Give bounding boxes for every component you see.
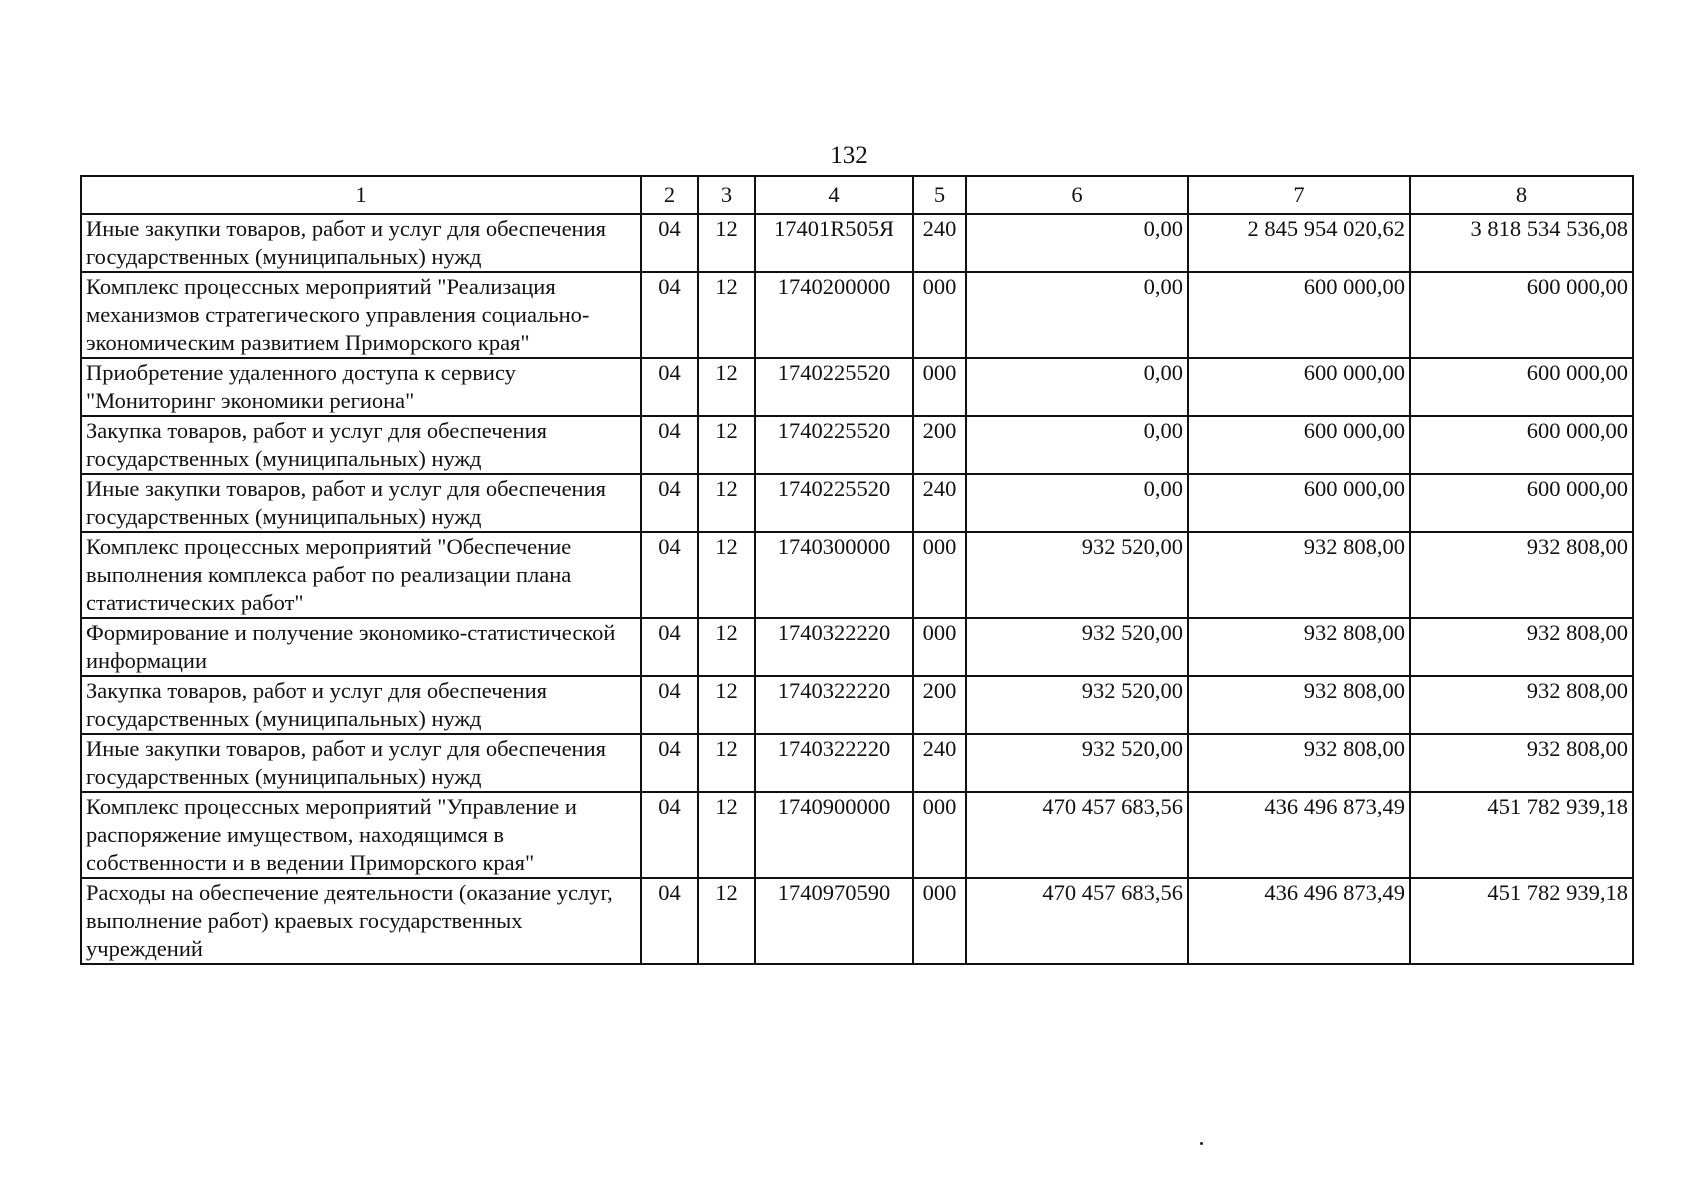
subsection-code-cell: 12 — [698, 676, 755, 734]
target-article-cell: 1740322220 — [755, 676, 913, 734]
subsection-code-cell: 12 — [698, 734, 755, 792]
page-number: 132 — [830, 142, 868, 169]
row-name-cell: Иные закупки товаров, работ и услуг для обеспечения государственных (муниципальных) нужд — [81, 474, 641, 532]
expense-type-cell: 240 — [913, 734, 966, 792]
row-name-cell: Расходы на обеспечение деятельности (оказание услуг, выполнение работ) краевых государственных учреждений — [81, 878, 641, 964]
amount-col8-cell: 451 782 939,18 — [1410, 792, 1633, 878]
amount-col8-cell: 3 818 534 536,08 — [1410, 214, 1633, 272]
amount-col6-cell: 470 457 683,56 — [966, 878, 1188, 964]
section-code-cell: 04 — [641, 618, 698, 676]
target-article-cell: 1740225520 — [755, 358, 913, 416]
scan-dot — [1200, 1142, 1203, 1145]
table-row — [81, 878, 1633, 964]
section-code-cell: 04 — [641, 734, 698, 792]
target-article-cell: 1740322220 — [755, 618, 913, 676]
amount-col6-cell: 932 520,00 — [966, 532, 1188, 618]
header-cell: 8 — [1410, 176, 1633, 214]
table-row — [81, 272, 1633, 358]
expense-type-cell: 200 — [913, 676, 966, 734]
target-article-cell: 1740225520 — [755, 474, 913, 532]
subsection-code-cell: 12 — [698, 532, 755, 618]
amount-col6-cell: 932 520,00 — [966, 734, 1188, 792]
amount-col7-cell: 436 496 873,49 — [1188, 792, 1410, 878]
row-name-cell: Комплекс процессных мероприятий "Реализация механизмов стратегического управления социально-экономическим развитием Приморского края" — [81, 272, 641, 358]
table-row — [81, 416, 1633, 474]
amount-col6-cell: 0,00 — [966, 358, 1188, 416]
target-article-cell: 1740200000 — [755, 272, 913, 358]
amount-col7-cell: 2 845 954 020,62 — [1188, 214, 1410, 272]
target-article-cell: 1740900000 — [755, 792, 913, 878]
expense-type-cell: 240 — [913, 474, 966, 532]
amount-col6-cell: 0,00 — [966, 416, 1188, 474]
expense-type-cell: 000 — [913, 618, 966, 676]
subsection-code-cell: 12 — [698, 618, 755, 676]
amount-col7-cell: 600 000,00 — [1188, 474, 1410, 532]
target-article-cell: 1740970590 — [755, 878, 913, 964]
amount-col6-cell: 932 520,00 — [966, 676, 1188, 734]
amount-col7-cell: 436 496 873,49 — [1188, 878, 1410, 964]
amount-col8-cell: 600 000,00 — [1410, 416, 1633, 474]
amount-col7-cell: 932 808,00 — [1188, 676, 1410, 734]
expense-type-cell: 000 — [913, 272, 966, 358]
expense-type-cell: 200 — [913, 416, 966, 474]
header-cell: 2 — [641, 176, 698, 214]
amount-col6-cell: 0,00 — [966, 474, 1188, 532]
subsection-code-cell: 12 — [698, 416, 755, 474]
header-cell: 6 — [966, 176, 1188, 214]
section-code-cell: 04 — [641, 878, 698, 964]
amount-col7-cell: 600 000,00 — [1188, 416, 1410, 474]
section-code-cell: 04 — [641, 532, 698, 618]
header-cell: 5 — [913, 176, 966, 214]
row-name-cell: Формирование и получение экономико-статистической информации — [81, 618, 641, 676]
table-row — [81, 676, 1633, 734]
header-cell: 3 — [698, 176, 755, 214]
section-code-cell: 04 — [641, 272, 698, 358]
amount-col7-cell: 600 000,00 — [1188, 272, 1410, 358]
section-code-cell: 04 — [641, 676, 698, 734]
row-name-cell: Комплекс процессных мероприятий "Управление и распоряжение имуществом, находящимся в собственности и в ведении Приморского края" — [81, 792, 641, 878]
table-row — [81, 532, 1633, 618]
target-article-cell: 17401R505Я — [755, 214, 913, 272]
section-code-cell: 04 — [641, 214, 698, 272]
subsection-code-cell: 12 — [698, 358, 755, 416]
amount-col6-cell: 470 457 683,56 — [966, 792, 1188, 878]
header-cell: 1 — [81, 176, 641, 214]
header-cell: 7 — [1188, 176, 1410, 214]
target-article-cell: 1740225520 — [755, 416, 913, 474]
expense-type-cell: 000 — [913, 878, 966, 964]
amount-col8-cell: 932 808,00 — [1410, 532, 1633, 618]
table-row — [81, 214, 1633, 272]
section-code-cell: 04 — [641, 416, 698, 474]
subsection-code-cell: 12 — [698, 878, 755, 964]
table-row — [81, 358, 1633, 416]
amount-col6-cell: 0,00 — [966, 214, 1188, 272]
table-row — [81, 618, 1633, 676]
amount-col8-cell: 451 782 939,18 — [1410, 878, 1633, 964]
amount-col8-cell: 600 000,00 — [1410, 358, 1633, 416]
subsection-code-cell: 12 — [698, 214, 755, 272]
row-name-cell: Приобретение удаленного доступа к сервису "Мониторинг экономики региона" — [81, 358, 641, 416]
section-code-cell: 04 — [641, 474, 698, 532]
subsection-code-cell: 12 — [698, 792, 755, 878]
subsection-code-cell: 12 — [698, 272, 755, 358]
expense-type-cell: 000 — [913, 358, 966, 416]
amount-col6-cell: 0,00 — [966, 272, 1188, 358]
amount-col8-cell: 600 000,00 — [1410, 474, 1633, 532]
subsection-code-cell: 12 — [698, 474, 755, 532]
amount-col6-cell: 932 520,00 — [966, 618, 1188, 676]
amount-col7-cell: 932 808,00 — [1188, 734, 1410, 792]
expense-type-cell: 000 — [913, 532, 966, 618]
amount-col8-cell: 932 808,00 — [1410, 734, 1633, 792]
expense-type-cell: 000 — [913, 792, 966, 878]
budget-table — [80, 175, 1634, 965]
table-row — [81, 734, 1633, 792]
table-row — [81, 474, 1633, 532]
amount-col8-cell: 600 000,00 — [1410, 272, 1633, 358]
section-code-cell: 04 — [641, 792, 698, 878]
row-name-cell: Закупка товаров, работ и услуг для обеспечения государственных (муниципальных) нужд — [81, 416, 641, 474]
amount-col8-cell: 932 808,00 — [1410, 676, 1633, 734]
header-row — [81, 176, 1633, 214]
row-name-cell: Комплекс процессных мероприятий "Обеспечение выполнения комплекса работ по реализации плана статистических работ" — [81, 532, 641, 618]
amount-col7-cell: 932 808,00 — [1188, 618, 1410, 676]
target-article-cell: 1740300000 — [755, 532, 913, 618]
amount-col7-cell: 600 000,00 — [1188, 358, 1410, 416]
row-name-cell: Закупка товаров, работ и услуг для обеспечения государственных (муниципальных) нужд — [81, 676, 641, 734]
amount-col7-cell: 932 808,00 — [1188, 532, 1410, 618]
expense-type-cell: 240 — [913, 214, 966, 272]
row-name-cell: Иные закупки товаров, работ и услуг для обеспечения государственных (муниципальных) нужд — [81, 214, 641, 272]
row-name-cell: Иные закупки товаров, работ и услуг для обеспечения государственных (муниципальных) нужд — [81, 734, 641, 792]
amount-col8-cell: 932 808,00 — [1410, 618, 1633, 676]
target-article-cell: 1740322220 — [755, 734, 913, 792]
header-cell: 4 — [755, 176, 913, 214]
section-code-cell: 04 — [641, 358, 698, 416]
table-row — [81, 792, 1633, 878]
